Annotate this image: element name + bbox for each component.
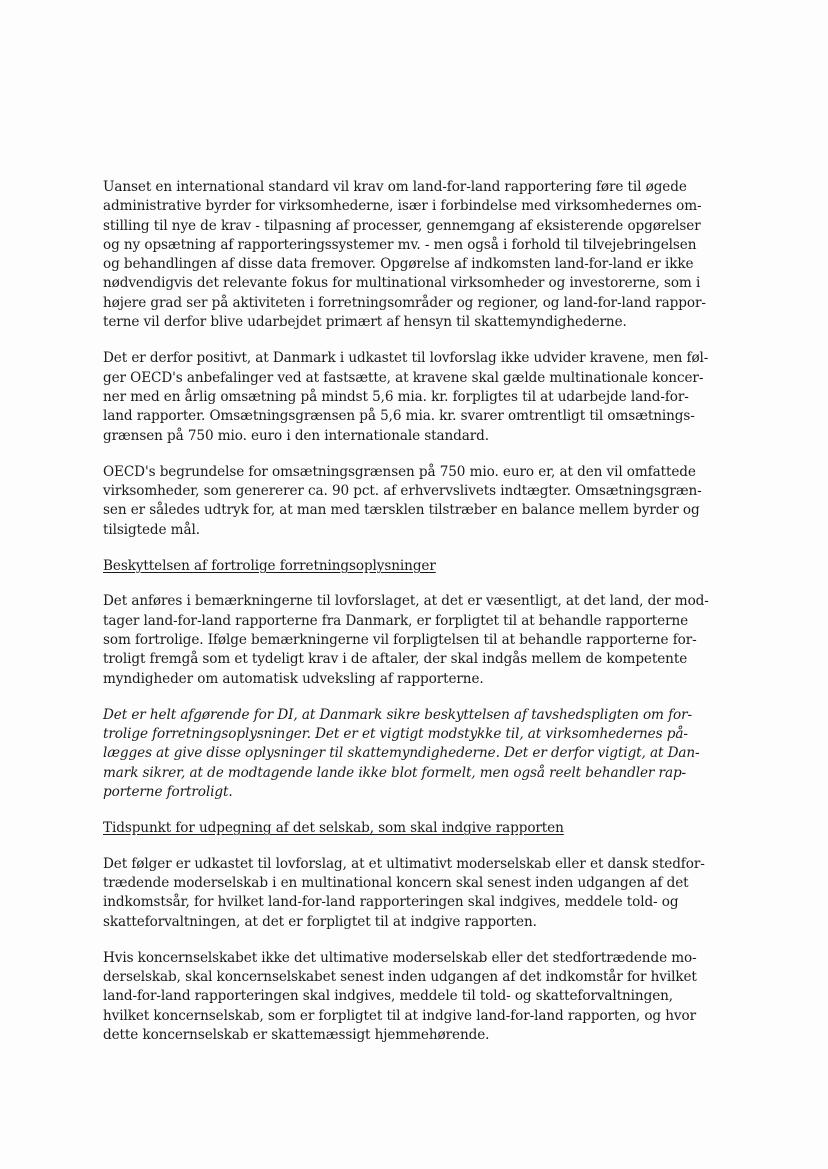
heading-text: Tidspunkt for udpegning af det selskab, som skal indgive rapporten <box>103 820 564 837</box>
section-heading-timing <box>103 819 678 838</box>
text-line: skatteforvaltningen, at det er forpligtet til at indgive rapporten. <box>103 913 537 930</box>
text-line: myndigheder om automatisk udveksling af rapporterne. <box>103 670 484 687</box>
text-line: virksomheder, som genererer ca. 90 pct. af erhvervslivets indtægter. Omsætningsgræn- <box>103 483 702 500</box>
paragraph-2 <box>103 349 709 445</box>
text-line: tager land-for-land rapporterne fra Danmark, er forpligtet til at behandle rapporterne <box>103 612 689 629</box>
text-line: land rapporter. Omsætningsgrænsen på 5,6 mia. kr. svarer omtrentligt til omsætnings- <box>103 408 695 425</box>
text-line: og behandlingen af disse data fremover. Opgørelse af indkomsten land-for-land er ikke <box>103 256 694 273</box>
text-line: dette koncernselskab er skattemæssigt hjemmehørende. <box>103 1026 490 1043</box>
text-line: mark sikrer, at de modtagende lande ikke blot formelt, men også reelt behandler rap- <box>103 764 687 781</box>
text-line: tilsigtede mål. <box>103 521 200 538</box>
text-line: terne vil derfor blive udarbejdet primært af hensyn til skattemyndighederne. <box>103 314 627 331</box>
paragraph-1 <box>103 178 706 332</box>
text-line: og ny opsætning af rapporteringssystemer mv. - men også i forhold til tilvejebringelsen <box>103 236 697 253</box>
text-line: trolige forretningsoplysninger. Det er et vigtigt modstykke til, at virksomhedernes på- <box>103 726 688 743</box>
heading-text: Beskyttelsen af fortrolige forretningsoplysninger <box>103 558 436 575</box>
text-line: højere grad ser på aktiviteten i forretningsområder og regioner, og land-for-land rappor- <box>103 294 706 311</box>
text-line: grænsen på 750 mio. euro i den internationale standard. <box>103 427 490 444</box>
text-line: administrative byrder for virksomhederne, især i forbindelse med virksomhedernes om- <box>103 198 702 215</box>
text-line: trædende moderselskab i en multinational koncern skal senest inden udgangen af det <box>103 874 689 891</box>
text-line: Hvis koncernselskabet ikke det ultimative moderselskab eller det stedfortrædende mo- <box>103 949 697 966</box>
text-line: Uanset en international standard vil krav om land-for-land rapportering føre til øgede <box>103 179 687 195</box>
text-line: som fortrolige. Ifølge bemærkningerne vil forpligtelsen til at behandle rapporterne for- <box>103 631 697 648</box>
text-line: OECD's begrundelse for omsætningsgrænsen på 750 mio. euro er, at den vil omfattede <box>103 463 696 480</box>
text-line: Det følger er udkastet til lovforslag, at et ultimativt moderselskab eller et dansk stedfor- <box>103 855 705 872</box>
text-line: Det er derfor positivt, at Danmark i udkastet til lovforslag ikke udvider kravene, men føl- <box>103 350 709 367</box>
section-heading-confidentiality <box>103 557 678 576</box>
document-body <box>103 178 709 1062</box>
text-line: hvilket koncernselskab, som er forpligtet til at indgive land-for-land rapporten, og hvor <box>103 1007 696 1024</box>
text-line: derselskab, skal koncernselskabet senest inden udgangen af det indkomstår for hvilket <box>103 969 697 986</box>
text-line: ger OECD's anbefalinger ved at fastsætte, at kravene skal gælde multinationale koncer- <box>103 369 704 386</box>
text-line: stilling til nye de krav - tilpasning af processer, gennemgang af eksisterende opgørelser <box>103 217 701 234</box>
text-line: indkomstsår, for hvilket land-for-land rapporteringen skal indgives, meddele told- og <box>103 894 679 911</box>
paragraph-3 <box>103 463 702 540</box>
text-line: Det er helt afgørende for DI, at Danmark sikre beskyttelsen af tavshedspligten om for- <box>103 706 692 723</box>
paragraph-4 <box>103 592 709 688</box>
text-line: lægges at give disse oplysninger til skattemyndighederne. Det er derfor vigtigt, at Dan- <box>103 745 700 762</box>
paragraph-6 <box>103 855 705 932</box>
text-line: sen er således udtryk for, at man med tærsklen tilstræber en balance mellem byrder og <box>103 502 700 519</box>
text-line: ner med en årlig omsætning på mindst 5,6 mia. kr. forpligtes til at udarbejde land-for- <box>103 388 689 405</box>
paragraph-5-di-position <box>103 706 700 802</box>
text-line: troligt fremgå som et tydeligt krav i de aftaler, der skal indgås mellem de kompetente <box>103 651 688 668</box>
paragraph-7 <box>103 949 697 1045</box>
text-line: nødvendigvis det relevante fokus for multinational virksomheder og investorerne, som i <box>103 275 701 292</box>
text-line: Det anføres i bemærkningerne til lovforslaget, at det er væsentligt, at det land, der mod- <box>103 593 709 610</box>
text-line: porterne fortroligt. <box>103 784 233 801</box>
text-line: land-for-land rapporteringen skal indgives, meddele til told- og skatteforvaltningen, <box>103 988 674 1005</box>
